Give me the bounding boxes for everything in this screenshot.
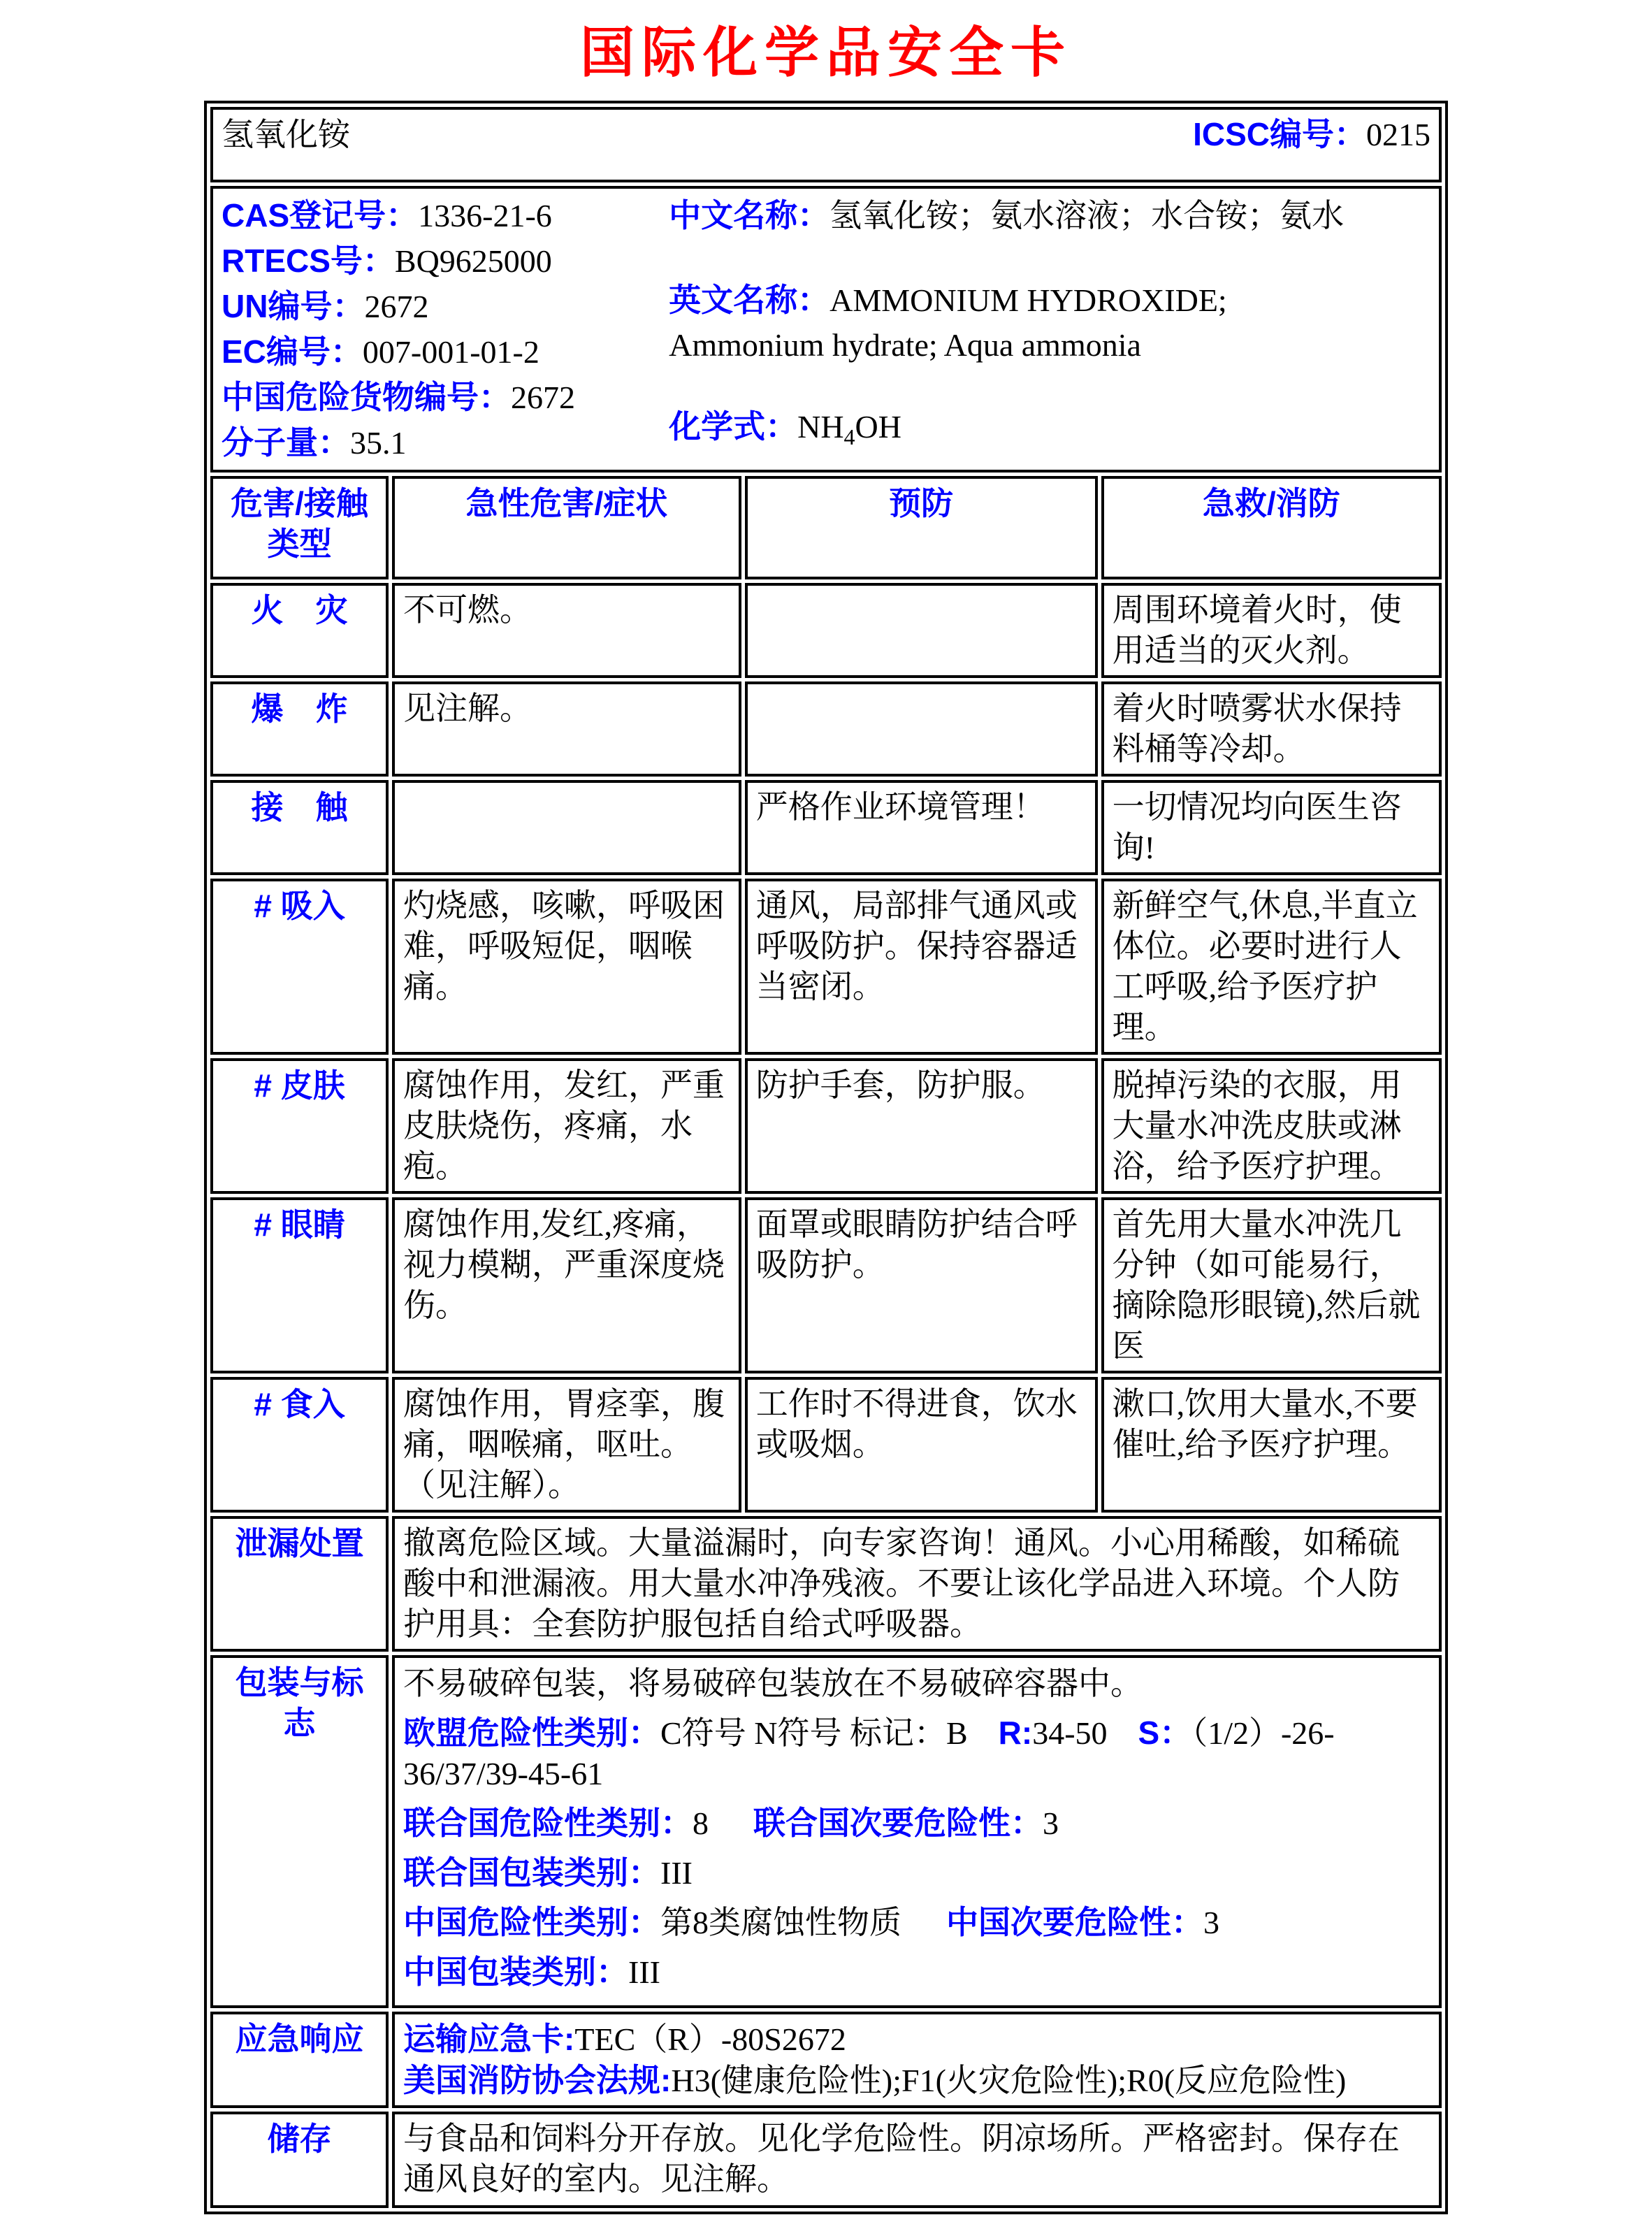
packaging-eu-classification: 欧盟危险性类别：C符号 N符号 标记：B R:34-50 S：（1/2）-26-36/37/39-45-61 (403, 1715, 1335, 1791)
icsc-number (1193, 114, 1430, 155)
row-label-fire: 火 灾 (210, 583, 389, 678)
icsc-number-label: ICSC编号： (1193, 116, 1366, 152)
row-label-skin: # 皮肤 (210, 1058, 389, 1194)
names-block (669, 193, 1430, 466)
eyes-response: 首先用大量水冲洗几分钟（如可能易行，摘除隐形眼镜),然后就医 (1101, 1197, 1442, 1373)
exposure-symptoms (392, 780, 741, 875)
emergency-row (210, 2012, 1442, 2108)
hazard-row-inhalation (210, 879, 1442, 1055)
row-label-explosion: 爆 炸 (210, 681, 389, 777)
skin-response: 脱掉污染的衣服，用大量水冲洗皮肤或淋浴，给予医疗护理。 (1101, 1058, 1442, 1194)
storage-row (210, 2112, 1442, 2208)
china-dangerous-goods-number: 中国危险货物编号：2672 (222, 379, 575, 415)
emergency-nfpa-code: 美国消防协会法规:H3(健康危险性);F1(火灾危险性);R0(反应危险性) (403, 2062, 1347, 2098)
explosion-response: 着火时喷雾状水保持料桶等冷却。 (1101, 681, 1442, 777)
packaging-row (210, 1655, 1442, 2008)
rtecs-number: RTECS号：BQ9625000 (222, 243, 552, 279)
packaging-un-packing-group: 联合国包装类别：III (403, 1854, 693, 1891)
page-title: 国际化学品安全卡 (579, 22, 1072, 83)
row-label-spillage: 泄漏处置 (210, 1516, 389, 1652)
storage-text: 与食品和饲料分开存放。见化学危险性。阴凉场所。严格密封。保存在通风良好的室内。见注解。 (392, 2112, 1442, 2208)
substance-name: 氢氧化铵 (222, 116, 350, 152)
exposure-response: 一切情况均向医生咨询! (1101, 780, 1442, 875)
explosion-symptoms: 见注解。 (392, 681, 741, 777)
emergency-content (392, 2012, 1442, 2108)
hazard-row-ingestion (210, 1377, 1442, 1513)
safety-card-table (204, 101, 1448, 2214)
ec-number: EC编号：007-001-01-2 (222, 333, 539, 370)
row-label-exposure: 接 触 (210, 780, 389, 875)
row-label-eyes: # 眼睛 (210, 1197, 389, 1373)
packaging-cn-classification: 中国危险性类别：第8类腐蚀性物质 中国次要危险性：3 (403, 1904, 1220, 1940)
hazard-row-eyes (210, 1197, 1442, 1373)
row-label-inhalation: # 吸入 (210, 879, 389, 1055)
fire-prevention (745, 583, 1098, 678)
exposure-prevention: 严格作业环境管理！ (745, 780, 1098, 875)
header-first-aid: 急救/消防 (1101, 476, 1442, 579)
hazard-row-explosion (210, 681, 1442, 777)
spillage-row (210, 1516, 1442, 1652)
inhalation-symptoms: 灼烧感，咳嗽，呼吸困难，呼吸短促，咽喉痛。 (392, 879, 741, 1055)
cas-number: CAS登记号：1336-21-6 (222, 197, 552, 233)
header-hazard-type: 危害/接触类型 (210, 476, 389, 579)
identifiers-row (210, 186, 1442, 472)
row-label-packaging: 包装与标志 (210, 1655, 389, 2008)
eyes-symptoms: 腐蚀作用,发红,疼痛，视力模糊，严重深度烧伤。 (392, 1197, 741, 1373)
fire-response: 周围环境着火时，使用适当的灭火剂。 (1101, 583, 1442, 678)
skin-symptoms: 腐蚀作用，发红，严重皮肤烧伤，疼痛，水疱。 (392, 1058, 741, 1194)
skin-prevention: 防护手套，防护服。 (745, 1058, 1098, 1194)
chemical-formula: 化学式：$NH_4OH$ (669, 408, 901, 450)
hazard-row-exposure (210, 780, 1442, 875)
eyes-prevention: 面罩或眼睛防护结合呼吸防护。 (745, 1197, 1098, 1373)
packaging-cn-packing-group: 中国包装类别：III (403, 1954, 661, 1990)
molecular-weight: 分子量：35.1 (222, 424, 407, 461)
row-label-emergency: 应急响应 (210, 2012, 389, 2108)
packaging-unbreakable-note: 不易破碎包装，将易破碎包装放在不易破碎容器中。 (403, 1666, 1143, 1701)
ingestion-prevention: 工作时不得进食，饮水或吸烟。 (745, 1377, 1098, 1513)
inhalation-response: 新鲜空气,休息,半直立体位。必要时进行人工呼吸,给予医疗护理。 (1101, 879, 1442, 1055)
hazard-row-skin (210, 1058, 1442, 1194)
header-prevention: 预防 (745, 476, 1098, 579)
ingestion-response: 漱口,饮用大量水,不要催吐,给予医疗护理。 (1101, 1377, 1442, 1513)
icsc-number-value: 0215 (1366, 117, 1430, 152)
identifier-list (222, 193, 669, 466)
identifiers-cell (210, 186, 1442, 472)
emergency-tec-card: 运输应急卡:TEC（R）-80S2672 (403, 2021, 846, 2057)
ingestion-symptoms: 腐蚀作用，胃痉挛，腹痛，咽喉痛，呕吐。（见注解）。 (392, 1377, 741, 1513)
spillage-text: 撤离危险区域。大量溢漏时，向专家咨询！通风。小心用稀酸，如稀硫酸中和泄漏液。用大量水冲净残液。不要让该化学品进入环境。个人防护用具：全套防护服包括自给式呼吸器。 (392, 1516, 1442, 1652)
chinese-name: 中文名称：氢氧化铵；氨水溶液；水合铵；氨水 (669, 197, 1345, 233)
row-label-ingestion: # 食入 (210, 1377, 389, 1513)
title-row (210, 107, 1442, 182)
packaging-un-classification: 联合国危险性类别：8 联合国次要危险性：3 (403, 1805, 1059, 1841)
english-name: 英文名称：AMMONIUM HYDROXIDE; Ammonium hydrate; Aqua ammonia (669, 282, 1227, 363)
title-row-cell (210, 107, 1442, 182)
fire-symptoms: 不可燃。 (392, 583, 741, 678)
un-number: UN编号：2672 (222, 288, 429, 324)
explosion-prevention (745, 681, 1098, 777)
row-label-storage: 储存 (210, 2112, 389, 2208)
header-acute-symptoms: 急性危害/症状 (392, 476, 741, 579)
packaging-content (392, 1655, 1442, 2008)
hazard-header-row (210, 476, 1442, 579)
hazard-row-fire (210, 583, 1442, 678)
inhalation-prevention: 通风，局部排气通风或呼吸防护。保持容器适当密闭。 (745, 879, 1098, 1055)
